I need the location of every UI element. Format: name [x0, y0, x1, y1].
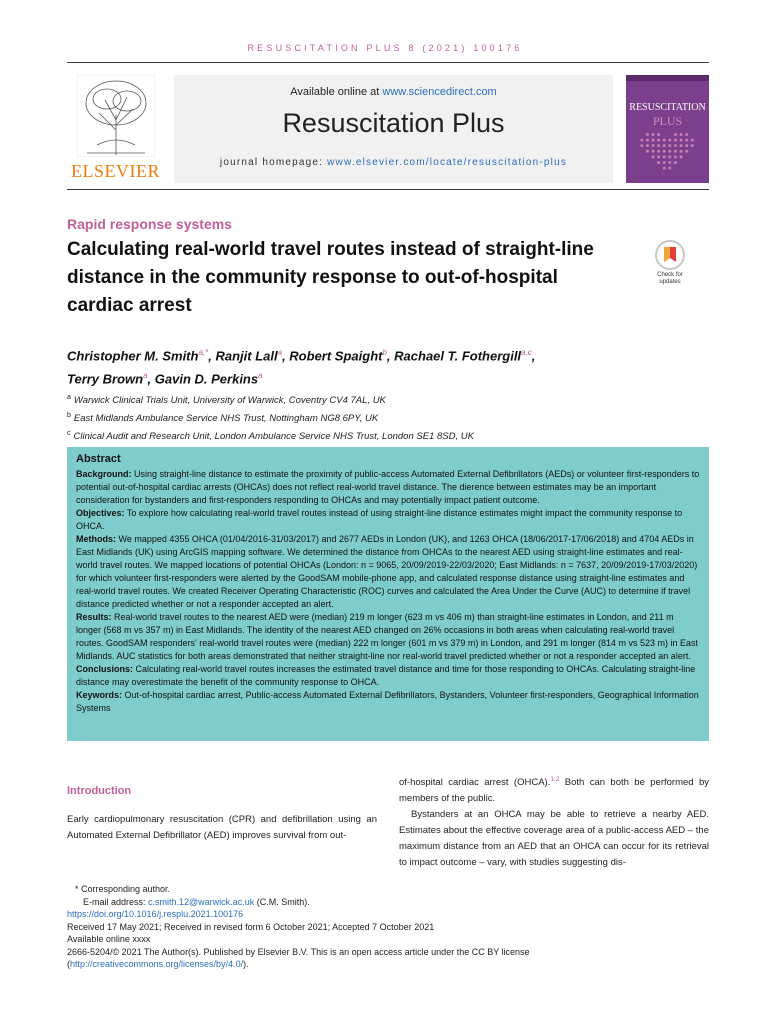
header-rule-bottom: [67, 189, 709, 190]
received-line: Received 17 May 2021; Received in revised form 6 October 2021; Accepted 7 October 2021: [67, 921, 435, 932]
cover-strip: [626, 75, 709, 81]
header-rule-top: [67, 62, 709, 63]
corresponding-author: * Corresponding author.: [75, 884, 171, 894]
abstract-label: Objectives:: [76, 508, 125, 518]
abstract-text: To explore how calculating real-world travel routes instead of using straight-line distance estimates might impact the community response to OHCA.: [76, 508, 683, 531]
author-sep: ,: [386, 348, 395, 364]
cover-heart-icon: [626, 127, 709, 183]
author-name[interactable]: Rachael T. Fothergill: [394, 348, 522, 364]
check-updates-label: Check for updates: [657, 272, 683, 285]
email-suffix: (C.M. Smith).: [254, 896, 310, 907]
author-name[interactable]: Ranjit Lall: [215, 348, 278, 364]
affiliation-key: c: [67, 430, 71, 438]
abstract-label: Keywords:: [76, 690, 123, 700]
sciencedirect-link[interactable]: www.sciencedirect.com: [382, 86, 497, 98]
license-suffix: ).: [243, 959, 249, 969]
homepage-link[interactable]: www.elsevier.com/locate/resuscitation-plus: [327, 157, 568, 168]
license-prefix: 2666-5204/© 2021 The Author(s). Published by Elsevier B.V. This is an open access article under the CC BY license (: [67, 946, 530, 969]
affiliation-key: a: [67, 394, 71, 401]
author-sep: ,: [282, 348, 290, 364]
author-sup: a,*: [198, 348, 209, 357]
doi-link[interactable]: https://doi.org/10.1016/j.resplu.2021.100176: [67, 909, 244, 919]
homepage-prefix: journal homepage:: [219, 157, 328, 168]
affiliation-item: [67, 390, 707, 408]
author-name[interactable]: Terry Brown: [67, 371, 144, 387]
journal-cover[interactable]: [626, 75, 709, 183]
introduction-heading: Introduction: [67, 785, 132, 797]
affiliation-item: [67, 408, 707, 426]
author-sup: b: [382, 348, 387, 357]
doi-line: [67, 908, 709, 921]
author-sup: a: [143, 371, 148, 381]
author-name[interactable]: Gavin D. Perkins: [154, 371, 259, 387]
article-section: Rapid response systems: [67, 216, 232, 232]
body-right-column: [399, 772, 709, 871]
affiliation-text: Clinical Audit and Research Unit, London Ambulance Service NHS Trust, London SE1 8SD, UK: [73, 431, 474, 443]
abstract-background: [76, 468, 700, 507]
affiliation-text: Warwick Clinical Trials Unit, University of Warwick, Coventry CV4 7AL, UK: [73, 395, 386, 407]
cover-plus: PLUS: [652, 114, 683, 128]
abstract-label: Background:: [76, 469, 132, 479]
abstract-objectives: [76, 507, 700, 533]
author-sep: ,: [208, 348, 216, 364]
article-title: Calculating real-world travel routes instead of straight-line distance in the community response to out-of-hospital cardiac arrest: [67, 239, 594, 316]
running-head: RESUSCITATION PLUS 8 (2021) 100176: [247, 43, 523, 53]
body-paragraph: [399, 772, 709, 807]
author-name[interactable]: Robert Spaight: [289, 348, 383, 364]
author-sep: ,: [147, 371, 155, 387]
available-online: [174, 86, 613, 98]
body-text: Both can both be performed by members of the public.: [399, 777, 709, 805]
body-text: of-hospital cardiac arrest (OHCA).: [399, 777, 551, 789]
body-paragraph: Bystanders at an OHCA may be able to retrieve a nearby AED. Estimates about the effective coverage area of a public-access AED – the maximum distance from an AED that an OHCA can occur for its retrieval to impact outcome – vary, with studies suggesting dis-: [399, 809, 709, 869]
journal-masthead: [174, 75, 613, 183]
journal-name: Resuscitation Plus: [282, 108, 505, 138]
author-sep: ,: [531, 348, 536, 364]
abstract-conclusions: [76, 663, 700, 689]
abstract-label: Results:: [76, 612, 112, 622]
check-updates-icon: [655, 240, 685, 270]
affiliation-list: [67, 390, 707, 444]
author-list: [67, 343, 707, 390]
body-left-column: Early cardiopulmonary resuscitation (CPR) and defibrillation using an Automated External Defibrillator (AED) improves survival from out-: [67, 814, 377, 841]
abstract-box: [67, 447, 709, 741]
abstract-results: [76, 611, 700, 663]
elsevier-logo[interactable]: [67, 75, 164, 183]
abstract-text: Out-of-hospital cardiac arrest, Public-access Automated External Defibrillators, Bystanders, Volunteer first-responders, Geographical Information Systems: [76, 690, 699, 713]
email-line: [67, 896, 709, 909]
affiliation-item: [67, 426, 707, 444]
abstract-text: Real-world travel routes to the nearest AED were (median) 219 m longer (623 m vs 406 m) than straight-line estimates in London, and 211 m longer (568 m vs 357 m) in East Midlands. The identity of the nearest AED changed on 26% occasions in both areas when calculating real-world travel routes. GoodSAM responders' real-world travel routes were (median) 222 m longer (601 m vs 379 m) in London, and 291 m longer (814 m vs 523 m) in East Midlands. AUC statistics for both areas demonstrated that neither straight-line nor real-world travel predicted whether or not a responder accepted an alert.: [76, 612, 699, 661]
email-link[interactable]: c.smith.12@warwick.ac.uk: [148, 896, 255, 907]
abstract-text: Using straight-line distance to estimate the proximity of public-access Automated External Defibrillators (AEDs) or volunteer first-responders to potential out-of-hospital cardiac arrests (OHCAs) does not reflect real-world travel distance. The dierence between estimates may be an important consideration for bystanders and first-responders responding to OHCAs and may potentially impact patient outcome.: [76, 469, 700, 505]
journal-homepage: [174, 157, 613, 168]
author-sup: a,c: [521, 348, 532, 357]
license-link[interactable]: http://creativecommons.org/licenses/by/4.0/: [70, 959, 244, 969]
available-prefix: Available online at: [290, 86, 383, 98]
abstract-text: Calculating real-world travel routes increases the estimated travel distance and time for those responding to OHCAs. Calculating straight-line distance may overestimate the benefit of the community response to OHCA.: [76, 664, 696, 687]
citation-link[interactable]: 1,2: [550, 776, 560, 783]
author-name[interactable]: Christopher M. Smith: [67, 348, 199, 364]
license-line: [67, 946, 709, 971]
elsevier-tree-icon: [77, 75, 155, 157]
abstract-keywords: [76, 689, 700, 715]
elsevier-wordmark: ELSEVIER: [71, 161, 160, 181]
abstract-label: Conclusions:: [76, 664, 134, 674]
footnotes: [67, 883, 709, 971]
abstract-label: Methods:: [76, 534, 116, 544]
author-sup: a: [277, 348, 283, 357]
affiliation-key: b: [67, 412, 71, 420]
cover-title: RESUSCITATION: [629, 102, 706, 113]
abstract-methods: [76, 533, 700, 611]
abstract-text: We mapped 4355 OHCA (01/04/2016-31/03/2017) and 2677 AEDs in London (UK), and 1263 OHCA (18/06/2017-17/06/2018) and 4704 AEDs in East Midlands (UK) using ArcGIS mapping software. We determined the distance from OHCAs to the nearest AED using straight-line estimates and real-world travel routes. We mapped locations of potential OHCAs (London: n = 9065, 20/09/2019-22/03/2020; East Midlands: n = 7637, 20/09/2019-17/03/2020) for which volunteer first-responders were alerted by the GoodSAM mobile-phone app, and calculated response distance using straight-line estimates and real-world travel routes. We created Receiver Operating Characteristic (ROC) curves and calculated the Area Under the Curve (AUC) to determine if travel distance predicted whether or not a responder accepted an alert.: [76, 534, 698, 609]
email-prefix: E-mail address:: [83, 896, 149, 907]
author-sup: a: [258, 371, 263, 381]
check-for-updates-button[interactable]: [650, 240, 690, 285]
available-line: Available online xxxx: [67, 934, 151, 944]
affiliation-text: East Midlands Ambulance Service NHS Trust, Nottingham NG8 6PY, UK: [73, 413, 379, 425]
abstract-heading: Abstract: [76, 453, 121, 465]
